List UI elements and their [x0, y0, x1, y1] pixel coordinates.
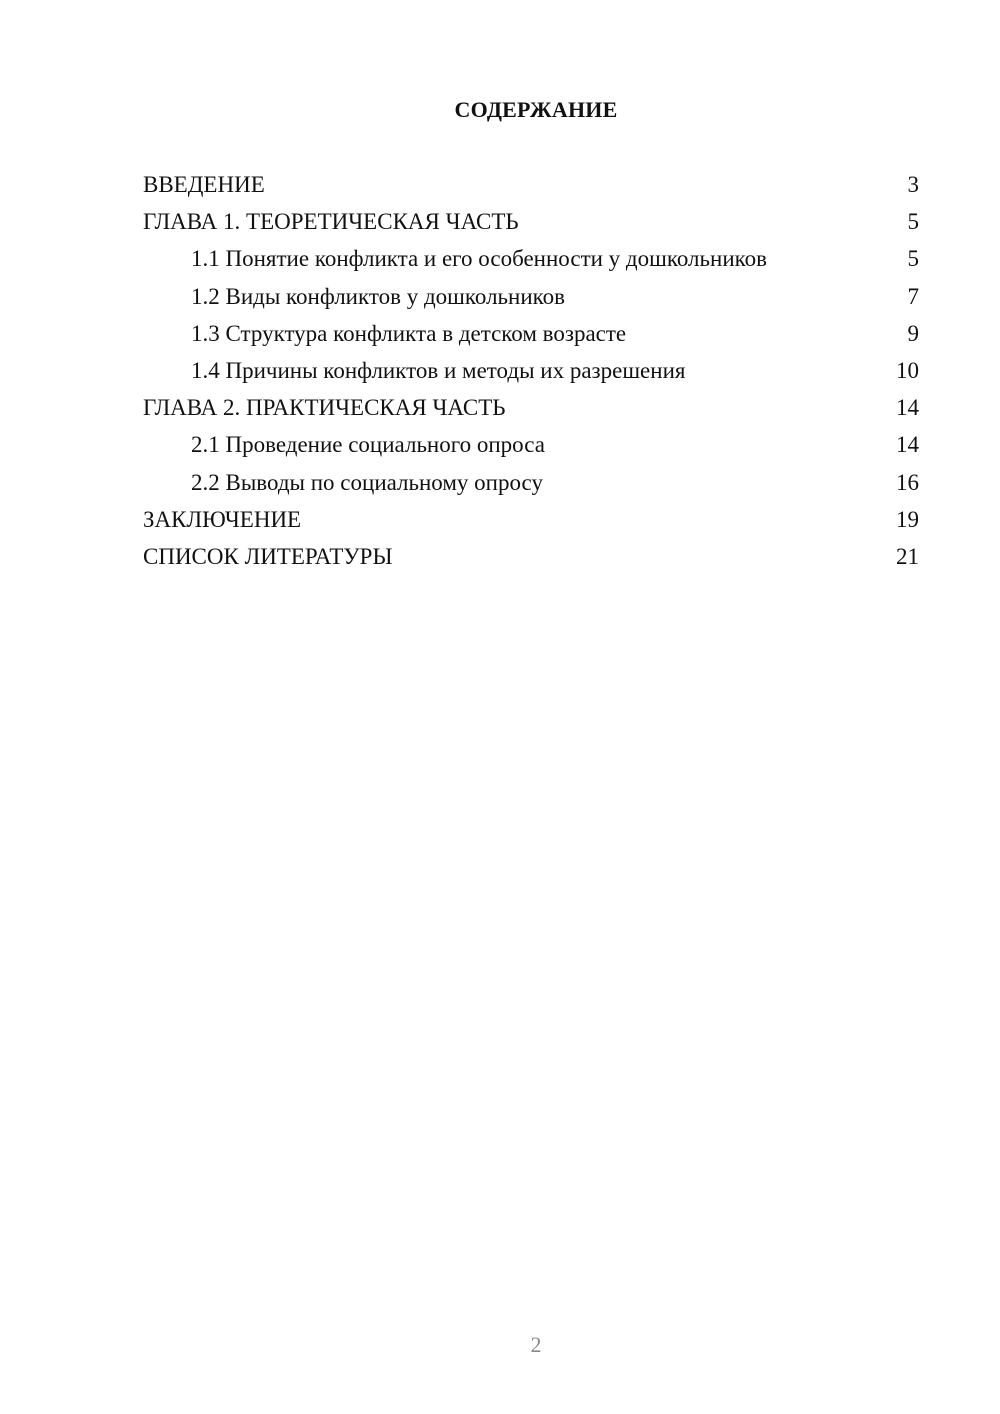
toc-entry-page: 14: [896, 432, 919, 458]
toc-entry-label: СПИСОК ЛИТЕРАТУРЫ: [143, 543, 393, 569]
toc-entry-page: 10: [896, 357, 919, 383]
toc-entry-page: 21: [896, 543, 919, 569]
toc-entry-label: ЗАКЛЮЧЕНИЕ: [143, 506, 302, 532]
toc-entry-page: 19: [896, 506, 919, 532]
toc-entry-page: 3: [907, 172, 919, 197]
toc-entry-conclusion[interactable]: [143, 501, 919, 538]
toc-entry-label: 2.1 Проведение социального опроса: [191, 432, 545, 458]
toc-entry-introduction[interactable]: [143, 166, 919, 203]
table-of-contents: [143, 166, 919, 575]
toc-entry-section-2-2[interactable]: [143, 464, 919, 501]
toc-entry-page: 14: [896, 395, 919, 421]
page-title: СОДЕРЖАНИЕ: [454, 97, 618, 122]
toc-entry-label: 1.1 Понятие конфликта и его особенности у дошкольников: [191, 246, 767, 272]
toc-entry-page: 16: [896, 469, 919, 495]
toc-entry-chapter-2[interactable]: [143, 389, 919, 426]
toc-entry-page: 9: [907, 320, 919, 346]
toc-entry-section-1-3[interactable]: [143, 315, 919, 352]
toc-entry-section-1-4[interactable]: [143, 352, 919, 389]
toc-entry-page: 7: [907, 283, 919, 309]
toc-entry-label: ГЛАВА 1. ТЕОРЕТИЧЕСКАЯ ЧАСТЬ: [143, 209, 519, 235]
toc-entry-page: 5: [907, 209, 919, 235]
toc-entry-label: 1.3 Структура конфликта в детском возрасте: [191, 320, 627, 346]
toc-entry-chapter-1[interactable]: [143, 203, 919, 240]
page-number: 2: [530, 1332, 542, 1357]
toc-entry-label: 1.2 Виды конфликтов у дошкольников: [191, 283, 566, 309]
toc-entry-page: 5: [907, 246, 919, 272]
toc-entry-section-1-1[interactable]: [143, 240, 919, 277]
toc-entry-label: ВВЕДЕНИЕ: [143, 172, 265, 197]
toc-entry-label: 2.2 Выводы по социальному опросу: [191, 469, 543, 495]
toc-entry-section-1-2[interactable]: [143, 278, 919, 315]
toc-entry-label: 1.4 Причины конфликтов и методы их разрешения: [191, 357, 686, 383]
toc-entry-section-2-1[interactable]: [143, 426, 919, 463]
toc-entry-bibliography[interactable]: [143, 538, 919, 575]
toc-entry-label: ГЛАВА 2. ПРАКТИЧЕСКАЯ ЧАСТЬ: [143, 395, 506, 421]
